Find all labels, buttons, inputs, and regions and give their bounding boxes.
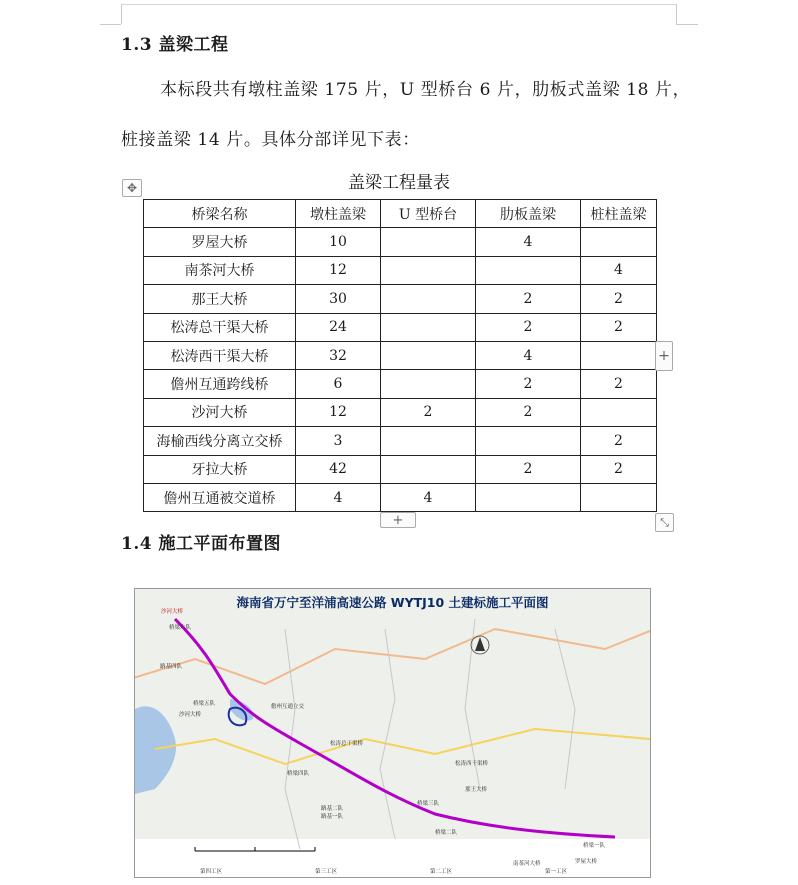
map-title: 海南省万宁至洋浦高速公路 WYTJ10 土建标施工平面图 — [236, 595, 549, 610]
crop-mark — [100, 24, 121, 25]
map-label: 桥梁一队 — [583, 843, 606, 849]
map-label: 第四工区 — [200, 869, 223, 875]
map-label: 桥梁四队 — [287, 771, 310, 777]
cell — [381, 285, 476, 313]
map-label: 桥梁五队 — [193, 701, 216, 707]
cell: 儋州互通跨线桥 — [144, 370, 296, 398]
table-row — [144, 256, 657, 284]
cell — [381, 427, 476, 455]
cell: 2 — [381, 398, 476, 426]
crop-mark — [676, 24, 698, 25]
col-header: 肋板盖梁 — [476, 200, 581, 228]
cell — [381, 256, 476, 284]
cell — [381, 455, 476, 483]
construction-layout-map — [134, 588, 651, 878]
map-label: 路基二队 — [321, 806, 344, 812]
map-label: 沙河大桥 — [179, 712, 202, 718]
cell: 2 — [476, 370, 581, 398]
body-paragraph-line-1: 本标段共有墩柱盖梁 175 片，U 型桥台 6 片，肋板式盖梁 18 片， — [160, 80, 691, 100]
section-heading-1-3: 1.3 盖梁工程 — [121, 35, 229, 55]
add-row-button[interactable]: + — [380, 512, 416, 528]
table-row — [144, 398, 657, 426]
cell: 32 — [296, 341, 381, 369]
map-label: 松涛西干渠桥 — [455, 761, 489, 767]
cell — [581, 483, 657, 511]
cell: 42 — [296, 455, 381, 483]
cell — [381, 313, 476, 341]
cell: 4 — [581, 256, 657, 284]
map-label: 路基一队 — [321, 814, 344, 820]
cell: 12 — [296, 256, 381, 284]
map-label: 桥梁六队 — [169, 625, 192, 631]
cell: 4 — [296, 483, 381, 511]
cell: 2 — [581, 427, 657, 455]
crop-mark — [121, 4, 122, 24]
cell — [476, 483, 581, 511]
cell: 南茶河大桥 — [144, 256, 296, 284]
table-row — [144, 285, 657, 313]
map-label: 沙河大桥 — [161, 609, 184, 615]
map-label: 南茶河大桥 — [513, 861, 541, 867]
map-label: 那王大桥 — [465, 787, 488, 793]
table-row — [144, 228, 657, 256]
col-header: U 型桥台 — [381, 200, 476, 228]
cell: 罗屋大桥 — [144, 228, 296, 256]
quantity-table — [143, 199, 657, 512]
cell: 那王大桥 — [144, 285, 296, 313]
section-heading-1-4: 1.4 施工平面布置图 — [121, 534, 281, 554]
cell: 牙拉大桥 — [144, 455, 296, 483]
cell: 2 — [581, 370, 657, 398]
cell — [381, 228, 476, 256]
map-label: 松涛总干渠桥 — [330, 741, 364, 747]
cell: 12 — [296, 398, 381, 426]
cell: 4 — [476, 341, 581, 369]
cell — [581, 228, 657, 256]
table-move-handle-icon[interactable]: ✥ — [122, 179, 142, 197]
cell: 2 — [476, 313, 581, 341]
cell: 10 — [296, 228, 381, 256]
table-row — [144, 483, 657, 511]
map-label: 第一工区 — [545, 869, 568, 875]
cell: 2 — [581, 455, 657, 483]
table-row — [144, 341, 657, 369]
table-title: 盖梁工程量表 — [348, 173, 450, 193]
cell: 4 — [476, 228, 581, 256]
cell: 30 — [296, 285, 381, 313]
table-header-row — [144, 200, 657, 228]
cell: 松涛西干渠大桥 — [144, 341, 296, 369]
map-label: 儋州互通立交 — [271, 704, 305, 710]
cell: 2 — [476, 285, 581, 313]
crop-mark — [676, 4, 677, 24]
map-graphic — [135, 589, 650, 877]
cell: 3 — [296, 427, 381, 455]
cell — [476, 256, 581, 284]
cell — [581, 341, 657, 369]
cell: 松涛总干渠大桥 — [144, 313, 296, 341]
table-resize-handle-icon[interactable]: ⤡ — [655, 513, 674, 532]
body-paragraph-line-2: 桩接盖梁 14 片。具体分部详见下表： — [121, 130, 420, 150]
table-row — [144, 313, 657, 341]
cell: 2 — [476, 455, 581, 483]
page-top-edge — [121, 4, 676, 5]
cell — [476, 427, 581, 455]
map-label: 桥梁三队 — [417, 801, 440, 807]
cell: 沙河大桥 — [144, 398, 296, 426]
cell: 2 — [581, 313, 657, 341]
table-row — [144, 427, 657, 455]
map-label: 罗屋大桥 — [575, 859, 598, 865]
map-label: 桥梁二队 — [435, 830, 458, 836]
map-label: 第二工区 — [430, 869, 453, 875]
cell: 24 — [296, 313, 381, 341]
table-row — [144, 370, 657, 398]
cell: 儋州互通被交道桥 — [144, 483, 296, 511]
col-header: 桥梁名称 — [144, 200, 296, 228]
cell: 2 — [476, 398, 581, 426]
table-row — [144, 455, 657, 483]
cell: 4 — [381, 483, 476, 511]
cell — [581, 398, 657, 426]
map-label: 第三工区 — [315, 869, 338, 875]
add-column-button[interactable]: + — [655, 341, 673, 371]
cell: 2 — [581, 285, 657, 313]
col-header: 桩柱盖梁 — [581, 200, 657, 228]
cell: 6 — [296, 370, 381, 398]
cell — [381, 341, 476, 369]
cell: 海榆西线分离立交桥 — [144, 427, 296, 455]
col-header: 墩柱盖梁 — [296, 200, 381, 228]
cell — [381, 370, 476, 398]
map-label: 路基四队 — [160, 664, 183, 670]
